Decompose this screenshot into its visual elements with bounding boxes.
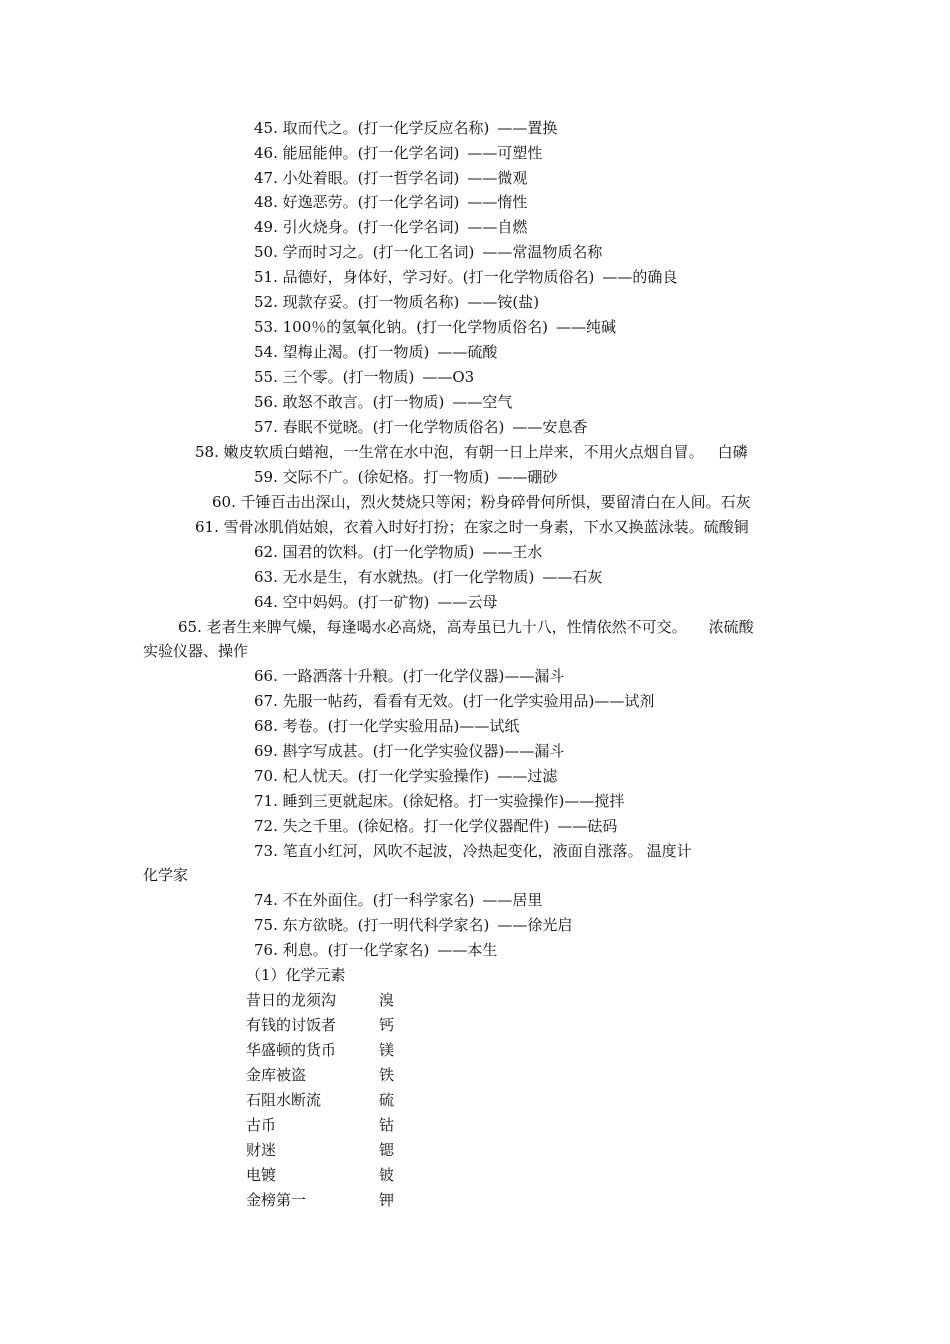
riddle-60 (212, 493, 751, 511)
riddle-answer: ——试剂 (594, 692, 655, 710)
riddle-57 (254, 418, 587, 436)
element-riddle: 财迷 (246, 1141, 277, 1159)
riddle-49 (254, 218, 527, 236)
riddle-answer: ——自燃 (467, 218, 528, 236)
riddle-text: 72. 失之千里。(徐妃格。打一化学仪器配件) (254, 817, 550, 835)
element-answer: 钙 (379, 1016, 395, 1034)
riddle-50 (254, 243, 602, 261)
riddle-62 (254, 543, 542, 561)
riddle-text: 71. 睡到三更就起床。(徐妃格。打一实验操作) (254, 792, 565, 810)
element-riddle: 昔日的龙须沟 (246, 991, 337, 1009)
riddle-answer: ——漏斗 (504, 667, 565, 685)
riddle-66 (254, 667, 564, 685)
riddle-76 (254, 941, 497, 959)
riddle-73 (254, 842, 692, 860)
riddle-text: 54. 望梅止渴。(打一物质) (254, 343, 430, 361)
riddle-59 (254, 468, 557, 486)
riddle-72 (254, 817, 617, 835)
element-answer: 钴 (379, 1116, 395, 1134)
riddle-46 (254, 144, 542, 162)
riddle-text: 75. 东方欲晓。(打一明代科学家名) (254, 916, 490, 934)
element-riddle: 古币 (246, 1116, 277, 1134)
riddle-text: 61. 雪骨冰肌俏姑娘，衣着入时好打扮；在家之时一身素，下水又换蓝泳装。 (195, 518, 704, 536)
riddle-text: 70. 杞人忧天。(打一化学实验操作) (254, 767, 490, 785)
riddle-47 (254, 169, 527, 187)
riddle-answer: ——试纸 (459, 717, 520, 735)
element-answer: 钾 (379, 1191, 395, 1209)
riddle-text: 58. 嫩皮软质白蜡袍，一生常在水中泡，有朝一日上岸来，不用火点烟自冒。 (195, 443, 704, 461)
riddle-text: 57. 春眠不觉晓。(打一化学物质俗名) (254, 418, 505, 436)
riddle-text: 74. 不在外面住。(打一科学家名) (254, 891, 475, 909)
riddle-answer: ——砝码 (557, 817, 618, 835)
section-heading-lab: 实验仪器、操作 (143, 642, 249, 660)
riddle-answer: ——本生 (437, 941, 498, 959)
riddle-answer: ——王水 (482, 543, 543, 561)
section-heading-elements: （1）化学元素 (246, 966, 346, 984)
riddle-69 (254, 742, 564, 760)
riddle-answer: ——石灰 (542, 568, 603, 586)
riddle-answer: ——漏斗 (504, 742, 565, 760)
riddle-answer: ——徐光启 (497, 916, 573, 934)
riddle-text: 56. 敢怒不敢言。(打一物质) (254, 393, 445, 411)
riddle-text: 47. 小处着眼。(打一哲学名词) (254, 169, 460, 187)
riddle-answer: ——微观 (467, 169, 528, 187)
element-riddle: 华盛顿的货币 (246, 1041, 337, 1059)
riddle-58 (195, 443, 748, 461)
riddle-text: 60. 千锤百击出深山，烈火焚烧只等闲；粉身碎骨何所惧，要留清白在人间。 (212, 493, 721, 511)
riddle-answer: ——常温物质名称 (482, 243, 603, 261)
riddle-answer: 石灰 (720, 493, 751, 511)
riddle-54 (254, 343, 497, 361)
riddle-answer: 硫酸铜 (703, 518, 749, 536)
riddle-text: 63. 无水是生，有水就热。(打一化学物质) (254, 568, 535, 586)
element-answer: 铍 (379, 1166, 395, 1184)
riddle-answer: ——O3 (422, 368, 475, 386)
riddle-answer: ——的确良 (602, 268, 678, 286)
element-riddle: 电镀 (246, 1166, 277, 1184)
riddle-61 (195, 518, 749, 536)
riddle-answer: ——硼砂 (497, 468, 558, 486)
riddle-text: 73. 笔直小红河，风吹不起波，冷热起变化，液面自涨落。 (254, 842, 643, 860)
element-answer: 硫 (379, 1091, 395, 1109)
riddle-52 (254, 293, 539, 311)
riddle-text: 50. 学而时习之。(打一化工名词) (254, 243, 475, 261)
element-answer: 溴 (379, 991, 395, 1009)
riddle-63 (254, 568, 602, 586)
section-heading-chemist: 化学家 (143, 866, 189, 884)
riddle-64 (254, 593, 497, 611)
element-riddle: 有钱的讨饭者 (246, 1016, 337, 1034)
element-riddle: 石阻水断流 (246, 1091, 322, 1109)
riddle-answer: ——过滤 (497, 767, 558, 785)
riddle-text: 69. 斟字写成甚。(打一化学实验仪器) (254, 742, 505, 760)
riddle-55 (254, 368, 474, 386)
riddle-answer: ——安息香 (512, 418, 588, 436)
riddle-56 (254, 393, 512, 411)
riddle-text: 46. 能屈能伸。(打一化学名词) (254, 144, 460, 162)
riddle-answer: ——搅拌 (564, 792, 625, 810)
riddle-text: 64. 空中妈妈。(打一矿物) (254, 593, 430, 611)
riddle-48 (254, 193, 527, 211)
riddle-text: 66. 一路洒落十升粮。(打一化学仪器) (254, 667, 505, 685)
riddle-answer: 白磷 (717, 443, 748, 461)
riddle-53 (254, 318, 616, 336)
riddle-text: 53. 100％的氢氧化钠。(打一化学物质俗名) (254, 318, 548, 336)
riddle-51 (254, 268, 677, 286)
element-answer: 锶 (379, 1141, 395, 1159)
element-answer: 铁 (379, 1066, 395, 1084)
riddle-answer: ——铵(盐) (467, 293, 540, 311)
riddle-70 (254, 767, 557, 785)
riddle-answer: ——云母 (437, 593, 498, 611)
riddle-68 (254, 717, 519, 735)
riddle-text: 52. 现款存妥。(打一物质名称) (254, 293, 460, 311)
element-riddle: 金库被盗 (246, 1066, 307, 1084)
element-answer: 镁 (379, 1041, 395, 1059)
riddle-text: 59. 交际不广。(徐妃格。打一物质) (254, 468, 490, 486)
riddle-text: 49. 引火烧身。(打一化学名词) (254, 218, 460, 236)
riddle-text: 65. 老者生来脾气燥，每逢喝水必高烧，高寿虽已九十八，性情依然不可交。 (178, 618, 687, 636)
riddle-67 (254, 692, 654, 710)
riddle-answer: 浓硫酸 (708, 618, 754, 636)
riddle-answer: ——空气 (452, 393, 513, 411)
riddle-answer: ——纯碱 (555, 318, 616, 336)
riddle-answer: 温度计 (646, 842, 692, 860)
riddle-text: 51. 品德好，身体好，学习好。(打一化学物质俗名) (254, 268, 595, 286)
riddle-answer: ——可塑性 (467, 144, 543, 162)
riddle-answer: ——硫酸 (437, 343, 498, 361)
riddle-text: 45. 取而代之。(打一化学反应名称) (254, 119, 490, 137)
riddle-74 (254, 891, 542, 909)
riddle-71 (254, 792, 624, 810)
riddle-text: 48. 好逸恶劳。(打一化学名词) (254, 193, 460, 211)
riddle-45 (254, 119, 557, 137)
riddle-text: 68. 考卷。(打一化学实验用品) (254, 717, 460, 735)
riddle-answer: ——居里 (482, 891, 543, 909)
element-riddle: 金榜第一 (246, 1191, 307, 1209)
riddle-65 (178, 618, 754, 636)
riddle-text: 62. 国君的饮料。(打一化学物质) (254, 543, 475, 561)
riddle-answer: ——惰性 (467, 193, 528, 211)
riddle-text: 55. 三个零。(打一物质) (254, 368, 415, 386)
riddle-text: 67. 先服一帖药，看看有无效。(打一化学实验用品) (254, 692, 595, 710)
riddle-75 (254, 916, 572, 934)
riddle-answer: ——置换 (497, 119, 558, 137)
riddle-text: 76. 利息。(打一化学家名) (254, 941, 430, 959)
